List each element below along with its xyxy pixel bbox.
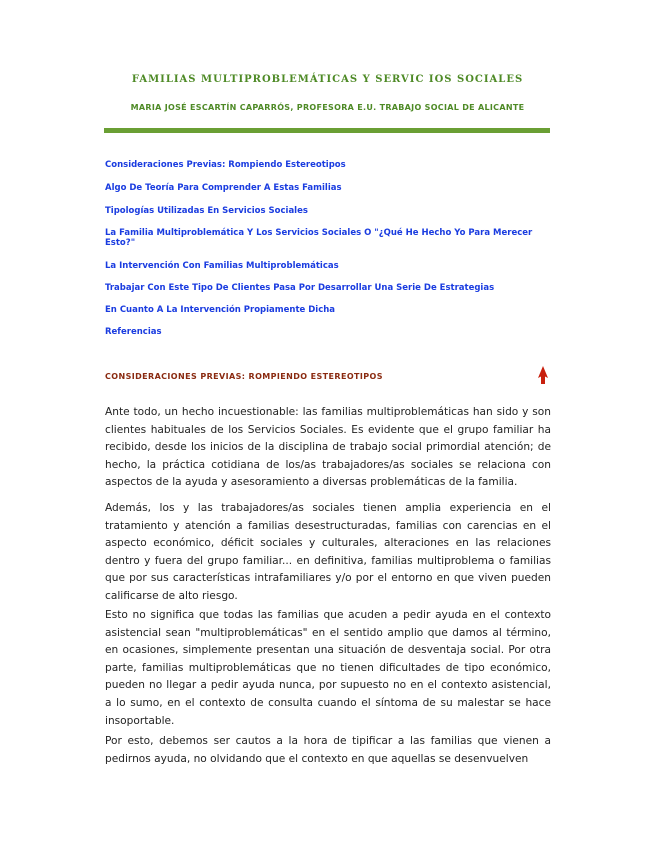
- toc-link-intervencion[interactable]: La Intervención Con Familias Multiproblemáticas: [105, 261, 339, 271]
- toc-link-referencias[interactable]: Referencias: [105, 327, 162, 337]
- document-author: MARIA JOSÉ ESCARTÍN CAPARRÓS, PROFESORA E.U. TRABAJO SOCIAL DE ALICANTE: [130, 103, 525, 112]
- toc-link-familia-servicios[interactable]: La Familia Multiproblemática Y Los Servicios Sociales O "¿Qué He Hecho Yo Para Merecer Esto?": [105, 228, 533, 248]
- arrow-up-icon[interactable]: [537, 366, 549, 384]
- toc-link-consideraciones[interactable]: Consideraciones Previas: Rompiendo Estereotipos: [105, 160, 346, 170]
- toc-link-intervencion-propiamente[interactable]: En Cuanto A La Intervención Propiamente Dicha: [105, 305, 336, 315]
- paragraph-2: Además, los y las trabajadores/as sociales tienen amplia experiencia en el tratamiento y atención a familias desestructuradas, familias con carencias en el aspecto económico, déficit sociales y culturales, alteraciones en las relaciones dentro y fuera del grupo familiar... en definitiva, familias multiproblema o familias que por sus características intrafamiliares y/o por el entorno en que viven pueden calificarse de alto riesgo.: [105, 502, 551, 602]
- paragraph-1: Ante todo, un hecho incuestionable: las familias multiproblemáticas han sido y son clientes habituales de los Servicios Sociales. Es evidente que el grupo familiar ha recibido, desde los inicios de la disciplina de trabajo social primordial atención; de hecho, la práctica cotidiana de los/as trabajadores/as sociales se relaciona con aspectos de la ayuda y asesoramiento a diversas problemáticas de la familia.: [105, 406, 551, 489]
- paragraph-3: Esto no significa que todas las familias que acuden a pedir ayuda en el contexto asistencial sean "multiproblemáticas" en el sentido amplio que damos al término, en ocasiones, simplemente presentan una situación de desventaja social. Por otra parte, familias multiproblemáticas que no tienen dificultades de tipo económico, pueden no llegar a pedir ayuda nunca, por supuesto no en el contexto asistencial, a lo sumo, en el contexto de consulta cuando el síntoma de su malestar se hace insoportable.: [105, 609, 551, 727]
- toc-link-estrategias[interactable]: Trabajar Con Este Tipo De Clientes Pasa Por Desarrollar Una Serie De Estrategias: [105, 283, 495, 293]
- document-title: FAMILIAS MULTIPROBLEMÁTICAS Y SERVIC IOS SOCIALES: [131, 74, 524, 85]
- toc-link-tipologias[interactable]: Tipologías Utilizadas En Servicios Sociales: [105, 206, 308, 216]
- paragraph-4: Por esto, debemos ser cautos a la hora de tipificar a las familias que vienen a pedirnos ayuda, no olvidando que el contexto en que aquellas se desenvuelven: [105, 735, 551, 765]
- toc-link-teoria[interactable]: Algo De Teoría Para Comprender A Estas Familias: [105, 183, 342, 193]
- section-heading: CONSIDERACIONES PREVIAS: ROMPIENDO ESTEREOTIPOS: [105, 372, 383, 381]
- header-divider: [104, 128, 550, 133]
